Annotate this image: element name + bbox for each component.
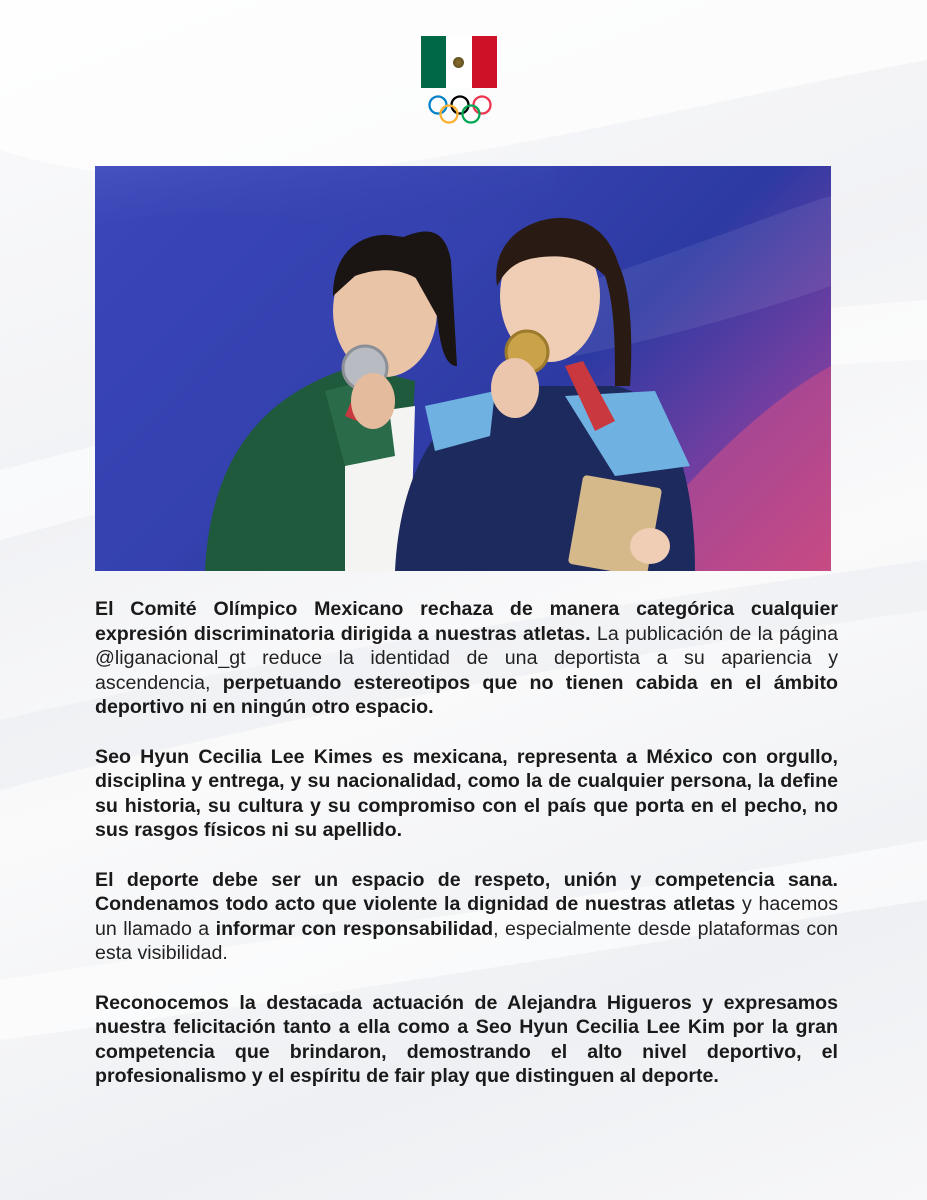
paragraph-1-part-1: El Comité Olímpico Mexicano rechaza de manera categórica cualquier expresión discriminatoria dirigida a nuestras atletas. bbox=[95, 598, 838, 645]
statement-paragraph-1 bbox=[95, 597, 838, 720]
paragraph-4-part-1: Reconocemos la destacada actuación de Alejandra Higueros y expresamos nuestra felicitación tanto a ella como a Seo Hyun Cecilia Lee Kim por la gran competencia que brindaron, demostrando el alto nivel deportivo, el profesionalismo y el espíritu de fair play que distinguen al deporte. bbox=[95, 991, 838, 1087]
paragraph-1-part-3: perpetuando estereotipos que no tienen cabida en el ámbito deportivo ni en ningún otro espacio. bbox=[95, 671, 838, 718]
statement-text bbox=[95, 597, 838, 1114]
mexico-flag-icon bbox=[421, 36, 497, 88]
paragraph-2-part-1: Seo Hyun Cecilia Lee Kimes es mexicana, representa a México con orgullo, disciplina y entrega, y su nacionalidad, como la de cualquier persona, la define su historia, su cultura y su compromiso con el país que porta en el pecho, no sus rasgos físicos ni su apellido. bbox=[95, 745, 838, 841]
mexican-olympic-committee-logo bbox=[421, 36, 497, 88]
athletes-medal-photo bbox=[95, 166, 831, 571]
paragraph-1-part-2: La publicación de la página @liganacional_gt reduce la identidad de una deportista a su apariencia y ascendencia, bbox=[95, 622, 839, 694]
paragraph-3-part-1: El deporte debe ser un espacio de respeto, unión y competencia sana. Condenamos todo acto que violente la dignidad de nuestras atletas bbox=[95, 868, 838, 915]
statement-paragraph-4 bbox=[95, 991, 838, 1089]
olympic-rings-icon bbox=[427, 94, 493, 126]
statement-paragraph-2 bbox=[95, 745, 838, 843]
eagle-emblem-icon bbox=[453, 57, 464, 68]
statement-paragraph-3 bbox=[95, 868, 838, 966]
paragraph-3-part-2: y hacemos un llamado a bbox=[95, 893, 838, 940]
paragraph-3-part-4: , especialmente desde plataformas con esta visibilidad. bbox=[95, 917, 838, 964]
paragraph-3-part-3: informar con responsabilidad bbox=[215, 917, 494, 940]
